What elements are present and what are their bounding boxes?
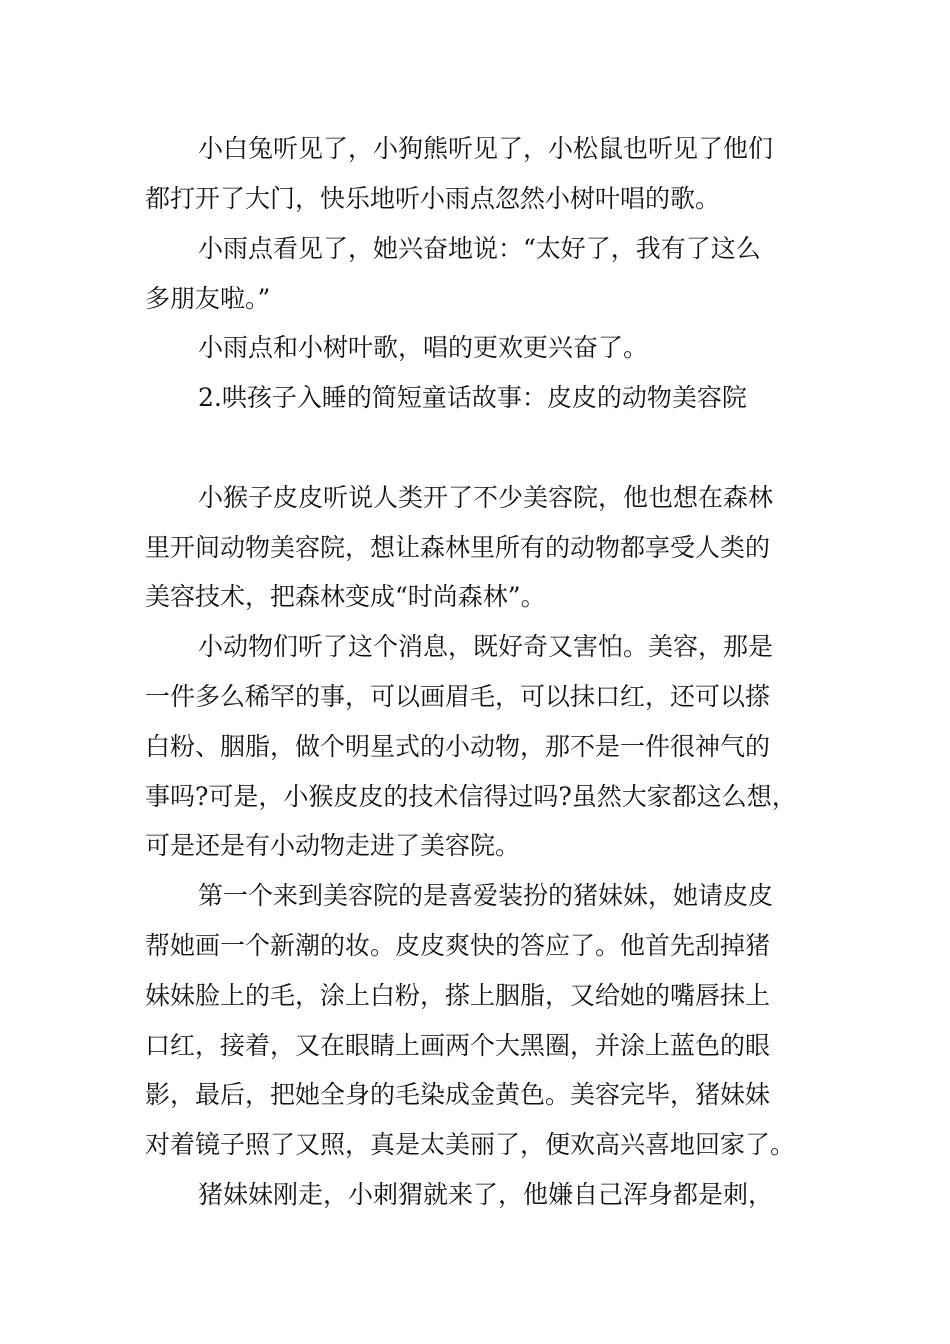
text-line: 小白兔听见了，小狗熊听见了，小松鼠也听见了他们 <box>198 134 774 163</box>
text-line: 第一个来到美容院的是喜爱装扮的猪妹妹，她请皮皮 <box>198 881 774 910</box>
text-line: 美容技术，把森林变成“时尚森林”。 <box>145 582 546 611</box>
text-line: 小动物们听了这个消息，既好奇又害怕。美容，那是 <box>198 632 774 661</box>
text-line: 妹妹脸上的毛，涂上白粉，搽上胭脂，又给她的嘴唇抹上 <box>145 981 771 1010</box>
text-line: 一件多么稀罕的事，可以画眉毛，可以抹口红，还可以搽 <box>145 682 771 711</box>
text-line: 小猴子皮皮听说人类开了不少美容院，他也想在森林 <box>198 483 774 512</box>
text-line: 都打开了大门，快乐地听小雨点忽然小树叶唱的歌。 <box>145 184 721 213</box>
text-line: 口红，接着，又在眼睛上画两个大黑圈，并涂上蓝色的眼 <box>145 1031 771 1060</box>
section-heading: 2.哄孩子入睡的简短童话故事：皮皮的动物美容院 <box>198 383 747 412</box>
text-line: 可是还是有小动物走进了美容院。 <box>145 831 521 860</box>
text-line: 对着镜子照了又照，真是太美丽了，便欢高兴喜地回家了。 <box>145 1130 796 1159</box>
text-line: 里开间动物美容院，想让森林里所有的动物都享受人类的 <box>145 533 771 562</box>
text-line: 猪妹妹刚走，小刺猬就来了，他嫌自己浑身都是刺， <box>198 1180 774 1209</box>
text-line: 白粉、胭脂，做个明星式的小动物，那不是一件很神气的 <box>145 732 771 761</box>
text-line: 帮她画一个新潮的妆。皮皮爽快的答应了。他首先刮掉猪 <box>145 931 771 960</box>
text-line: 事吗?可是，小猴皮皮的技术信得过吗?虽然大家都这么想， <box>145 782 797 811</box>
text-line: 影，最后，把她全身的毛染成金黄色。美容完毕，猪妹妹 <box>145 1080 771 1109</box>
text-line: 小雨点和小树叶歌，唱的更欢更兴奋了。 <box>198 333 649 362</box>
text-line: 多朋友啦。” <box>145 284 271 313</box>
text-line: 小雨点看见了，她兴奋地说：“太好了，我有了这么 <box>198 234 761 263</box>
